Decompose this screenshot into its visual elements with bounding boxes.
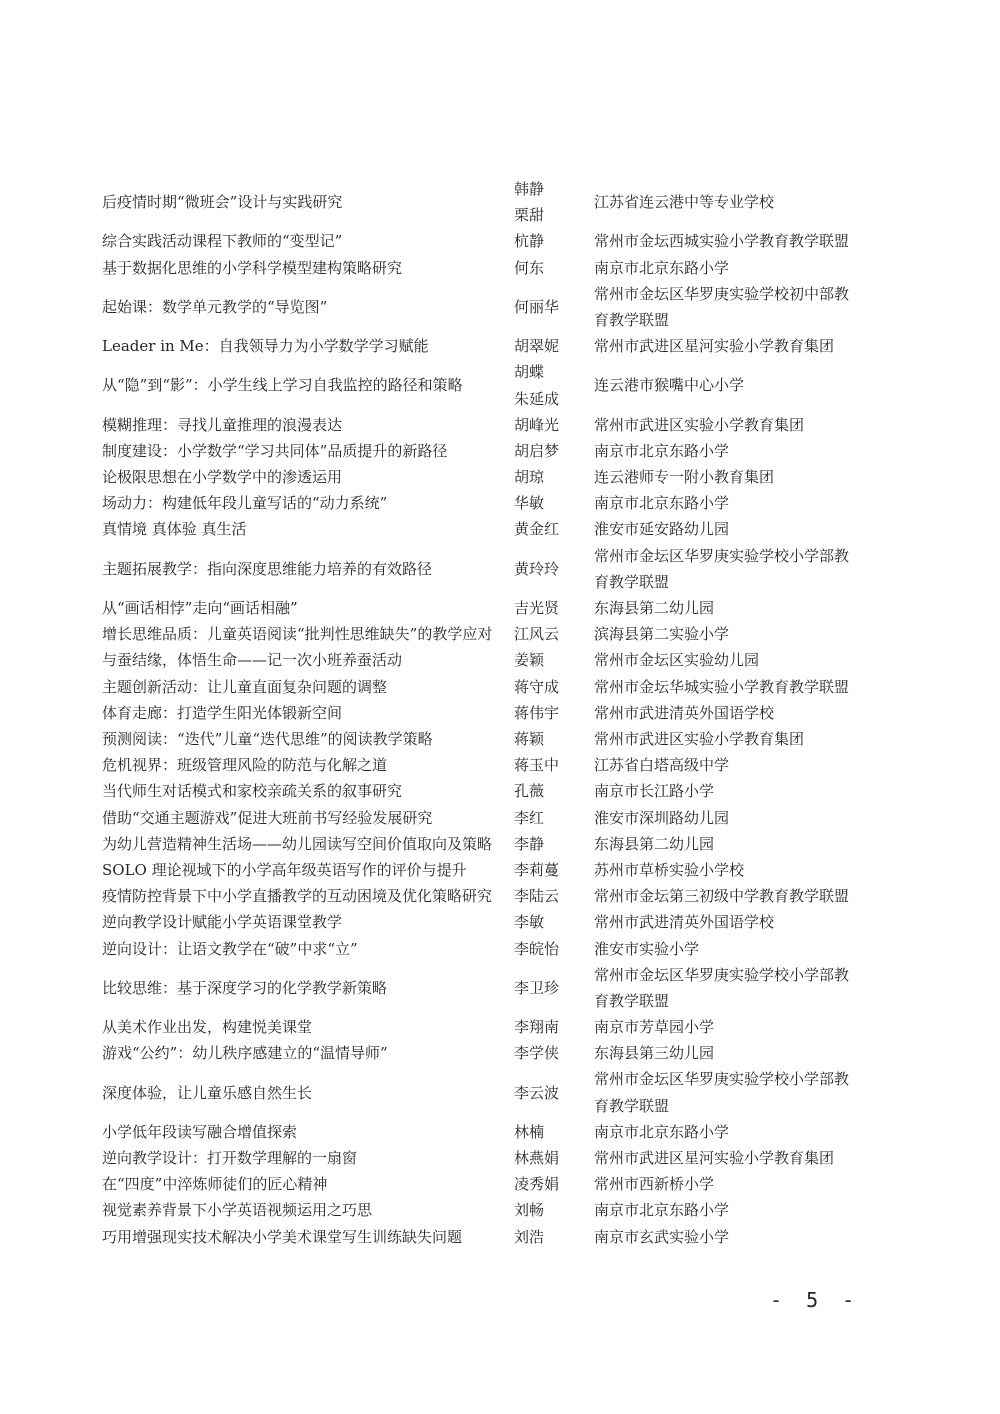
author-cell <box>514 294 594 320</box>
paper-title: Leader in Me：自我领导力为小学数学学习赋能 <box>102 337 429 356</box>
organization-name: 常州市金坛华城实验小学教育教学联盟 <box>594 677 850 696</box>
author-name: 李卫珍 <box>514 978 560 997</box>
table-row <box>0 228 1000 254</box>
table-row <box>0 674 1000 700</box>
table-row <box>0 1040 1000 1066</box>
author-name: 韩静 <box>514 180 545 198</box>
paper-title: 与蚕结缘，体悟生命——记一次小班养蚕活动 <box>102 651 403 670</box>
paper-title: 论极限思想在小学数学中的渗透运用 <box>102 468 343 487</box>
author-cell <box>514 1171 594 1197</box>
author-cell <box>514 1080 594 1106</box>
author-name: 刘浩 <box>514 1227 545 1246</box>
author-name: 朱延成 <box>514 389 560 408</box>
author-cell <box>514 700 594 726</box>
author-cell <box>514 464 594 490</box>
table-row <box>0 778 1000 804</box>
paper-title: 从“画话相悖”走向“画话相融” <box>102 599 298 618</box>
paper-title: 当代师生对话模式和家校亲疏关系的叙事研究 <box>102 782 403 801</box>
organization-name: 常州市武进区星河实验小学教育集团 <box>594 1149 835 1168</box>
author-name: 姜颖 <box>514 651 545 670</box>
paper-title: 场动力：构建低年段儿童写话的“动力系统” <box>102 494 388 513</box>
author-name: 胡蝶 <box>514 363 545 382</box>
organization-name: 南京市芳草园小学 <box>594 1018 715 1037</box>
author-name: 胡启梦 <box>514 441 560 460</box>
paper-title: 主题创新活动：让儿童直面复杂问题的调整 <box>102 677 388 696</box>
table-row <box>0 1145 1000 1171</box>
author-cell <box>514 726 594 752</box>
table-row <box>0 700 1000 726</box>
paper-title: 危机视界：班级管理风险的防范与化解之道 <box>102 756 388 775</box>
author-cell <box>514 805 594 831</box>
author-cell <box>514 621 594 647</box>
table-row <box>0 490 1000 516</box>
author-name: 黄玲玲 <box>514 559 560 578</box>
author-cell <box>514 516 594 542</box>
author-name: 李红 <box>514 808 545 827</box>
author-name: 胡峰光 <box>514 415 560 434</box>
paper-title: 比较思维：基于深度学习的化学教学新策略 <box>102 978 388 997</box>
paper-title: 巧用增强现实技术解决小学美术课堂写生训练缺失问题 <box>102 1227 463 1246</box>
organization-name: 淮安市深圳路幼儿园 <box>594 808 730 827</box>
author-cell <box>514 255 594 281</box>
paper-title: 从美术作业出发，构建悦美课堂 <box>102 1018 313 1037</box>
paper-title: 视觉素养背景下小学英语视频运用之巧思 <box>102 1201 373 1220</box>
organization-name: 滨海县第二实验小学 <box>594 625 730 644</box>
organization-name: 常州市金坛西城实验小学教育教学联盟 <box>594 232 850 251</box>
organization-name: 常州市金坛区华罗庚实验学校小学部教育教学联盟 <box>594 965 850 1010</box>
author-cell <box>514 1224 594 1250</box>
table-row <box>0 936 1000 962</box>
author-cell <box>514 936 594 962</box>
author-cell <box>514 647 594 673</box>
author-name: 李莉蔓 <box>514 860 560 879</box>
author-cell <box>514 975 594 1001</box>
author-cell <box>514 595 594 621</box>
author-cell <box>514 1145 594 1171</box>
paper-title: 逆向教学设计：打开数学理解的一扇窗 <box>102 1149 358 1168</box>
paper-title: 深度体验，让儿童乐感自然生长 <box>102 1083 313 1102</box>
table-row <box>0 909 1000 935</box>
table-row <box>0 1224 1000 1250</box>
author-cell <box>514 909 594 935</box>
table-row <box>0 621 1000 647</box>
author-name: 李静 <box>514 834 545 853</box>
author-cell <box>514 831 594 857</box>
table-row <box>0 333 1000 359</box>
table-row <box>0 464 1000 490</box>
paper-title: 小学低年段读写融合增值探索 <box>102 1122 298 1141</box>
author-name: 蒋伟宇 <box>514 703 560 722</box>
organization-name: 苏州市草桥实验小学校 <box>594 860 745 879</box>
author-name: 蒋玉中 <box>514 756 560 775</box>
author-name: 孔薇 <box>514 782 545 801</box>
table-row <box>0 1171 1000 1197</box>
table-row <box>0 281 1000 333</box>
author-name: 李陆云 <box>514 887 560 906</box>
paper-title: 真情境 真体验 真生活 <box>102 520 247 539</box>
table-row <box>0 359 1000 411</box>
organization-name: 南京市北京东路小学 <box>594 494 730 513</box>
author-name: 李云波 <box>514 1083 560 1102</box>
paper-title: 增长思维品质：儿童英语阅读“批判性思维缺失”的教学应对 <box>102 625 493 644</box>
paper-title: 综合实践活动课程下教师的“变型记” <box>102 232 343 251</box>
paper-title: SOLO 理论视域下的小学高年级英语写作的评价与提升 <box>102 860 467 879</box>
author-name: 李敏 <box>514 913 545 932</box>
author-name: 胡翠妮 <box>514 337 560 356</box>
organization-name: 东海县第二幼儿园 <box>594 599 715 618</box>
table-row <box>0 857 1000 883</box>
paper-title: 体育走廊：打造学生阳光体锻新空间 <box>102 703 343 722</box>
table-row <box>0 752 1000 778</box>
table-row <box>0 831 1000 857</box>
author-name: 李学侠 <box>514 1044 560 1063</box>
author-cell <box>514 752 594 778</box>
paper-title: 逆向教学设计赋能小学英语课堂教学 <box>102 913 343 932</box>
author-name: 李翔南 <box>514 1018 560 1037</box>
author-name: 蒋颖 <box>514 730 545 748</box>
author-name: 胡琼 <box>514 468 545 487</box>
paper-title: 主题拓展教学：指向深度思维能力培养的有效路径 <box>102 559 433 578</box>
organization-name: 常州市金坛第三初级中学教育教学联盟 <box>594 887 850 906</box>
organization-name: 南京市北京东路小学 <box>594 1122 730 1141</box>
author-name: 何丽华 <box>514 297 560 316</box>
organization-name: 常州市武进区星河实验小学教育集团 <box>594 337 835 356</box>
organization-name: 淮安市延安路幼儿园 <box>594 520 730 539</box>
paper-title: 制度建设：小学数学“学习共同体”品质提升的新路径 <box>102 441 448 460</box>
author-cell <box>514 490 594 516</box>
author-name: 杭静 <box>514 232 545 251</box>
author-cell <box>514 674 594 700</box>
organization-name: 常州市西新桥小学 <box>594 1175 715 1194</box>
author-name: 林燕娟 <box>514 1149 560 1168</box>
paper-title: 在“四度”中淬炼师徒们的匠心精神 <box>102 1175 328 1194</box>
author-name: 李皖怡 <box>514 939 560 958</box>
organization-name: 淮安市实验小学 <box>594 939 700 958</box>
table-row <box>0 1119 1000 1145</box>
table-row <box>0 962 1000 1014</box>
organization-name: 南京市北京东路小学 <box>594 258 730 277</box>
organization-name: 常州市金坛区华罗庚实验学校小学部教育教学联盟 <box>594 1070 850 1115</box>
paper-title: 后疫情时期“微班会”设计与实践研究 <box>102 193 343 212</box>
table-row <box>0 805 1000 831</box>
organization-name: 东海县第三幼儿园 <box>594 1044 715 1063</box>
author-cell <box>514 1040 594 1066</box>
table-row <box>0 1014 1000 1040</box>
table-row <box>0 176 1000 228</box>
paper-title: 为幼儿营造精神生活场——幼儿园读写空间价值取向及策略 <box>102 834 493 853</box>
organization-name: 常州市武进清英外国语学校 <box>594 703 775 722</box>
organization-name: 连云港师专一附小教育集团 <box>594 468 775 487</box>
table-row <box>0 1197 1000 1223</box>
paper-title: 起始课：数学单元教学的“导览图” <box>102 297 328 316</box>
author-name: 栗甜 <box>514 206 545 225</box>
organization-name: 常州市金坛区华罗庚实验学校小学部教育教学联盟 <box>594 546 850 591</box>
author-name: 何东 <box>514 258 545 277</box>
author-cell <box>514 1014 594 1040</box>
organization-name: 连云港市猴嘴中心小学 <box>594 376 745 395</box>
table-row <box>0 647 1000 673</box>
organization-name: 常州市武进清英外国语学校 <box>594 913 775 932</box>
table-row <box>0 595 1000 621</box>
author-name: 林楠 <box>514 1122 545 1141</box>
author-name: 吉光贤 <box>514 599 560 618</box>
author-name: 蒋守成 <box>514 677 560 696</box>
organization-name: 江苏省连云港中等专业学校 <box>594 193 775 212</box>
paper-title: 借助“交通主题游戏”促进大班前书写经验发展研究 <box>102 808 433 827</box>
organization-name: 东海县第二幼儿园 <box>594 834 715 853</box>
author-cell <box>514 359 594 411</box>
paper-title: 基于数据化思维的小学科学模型建构策略研究 <box>102 258 403 277</box>
organization-name: 常州市武进区实验小学教育集团 <box>594 415 805 434</box>
paper-title: 游戏“公约”：幼儿秩序感建立的“温情导师” <box>102 1044 388 1063</box>
author-name: 凌秀娟 <box>514 1175 560 1194</box>
organization-name: 常州市武进区实验小学教育集团 <box>594 730 805 748</box>
author-name: 刘畅 <box>514 1201 545 1220</box>
paper-title: 预测阅读：“迭代”儿童“迭代思维”的阅读教学策略 <box>102 730 433 748</box>
author-cell <box>514 438 594 464</box>
author-name: 华敏 <box>514 494 545 513</box>
author-cell <box>514 1197 594 1223</box>
author-name: 黄金红 <box>514 520 560 539</box>
table-row <box>0 543 1000 595</box>
author-cell <box>514 1119 594 1145</box>
author-cell <box>514 778 594 804</box>
page-number: - 5 - <box>770 1288 861 1312</box>
author-cell <box>514 556 594 582</box>
table-row <box>0 412 1000 438</box>
organization-name: 常州市金坛区华罗庚实验学校初中部教育教学联盟 <box>594 284 850 329</box>
table-row <box>0 438 1000 464</box>
table-row <box>0 726 1000 752</box>
organization-name: 南京市长江路小学 <box>594 782 715 801</box>
paper-title: 逆向设计：让语文教学在“破”中求“立” <box>102 939 358 958</box>
table-row <box>0 255 1000 281</box>
author-cell <box>514 883 594 909</box>
organization-name: 常州市金坛区实验幼儿园 <box>594 651 760 670</box>
paper-title: 从“隐”到“影”：小学生线上学习自我监控的路径和策略 <box>102 376 463 395</box>
paper-list <box>0 176 1000 1250</box>
author-cell <box>514 857 594 883</box>
author-cell <box>514 176 594 228</box>
organization-name: 南京市北京东路小学 <box>594 1201 730 1220</box>
author-cell <box>514 412 594 438</box>
paper-title: 疫情防控背景下中小学直播教学的互动困境及优化策略研究 <box>102 887 493 906</box>
organization-name: 南京市玄武实验小学 <box>594 1227 730 1246</box>
organization-name: 南京市北京东路小学 <box>594 441 730 460</box>
organization-name: 江苏省白塔高级中学 <box>594 756 730 775</box>
table-row <box>0 883 1000 909</box>
table-row <box>0 516 1000 542</box>
paper-title: 模糊推理：寻找儿童推理的浪漫表达 <box>102 415 343 434</box>
author-cell <box>514 333 594 359</box>
table-row <box>0 1066 1000 1118</box>
author-cell <box>514 228 594 254</box>
author-name: 江风云 <box>514 625 560 644</box>
